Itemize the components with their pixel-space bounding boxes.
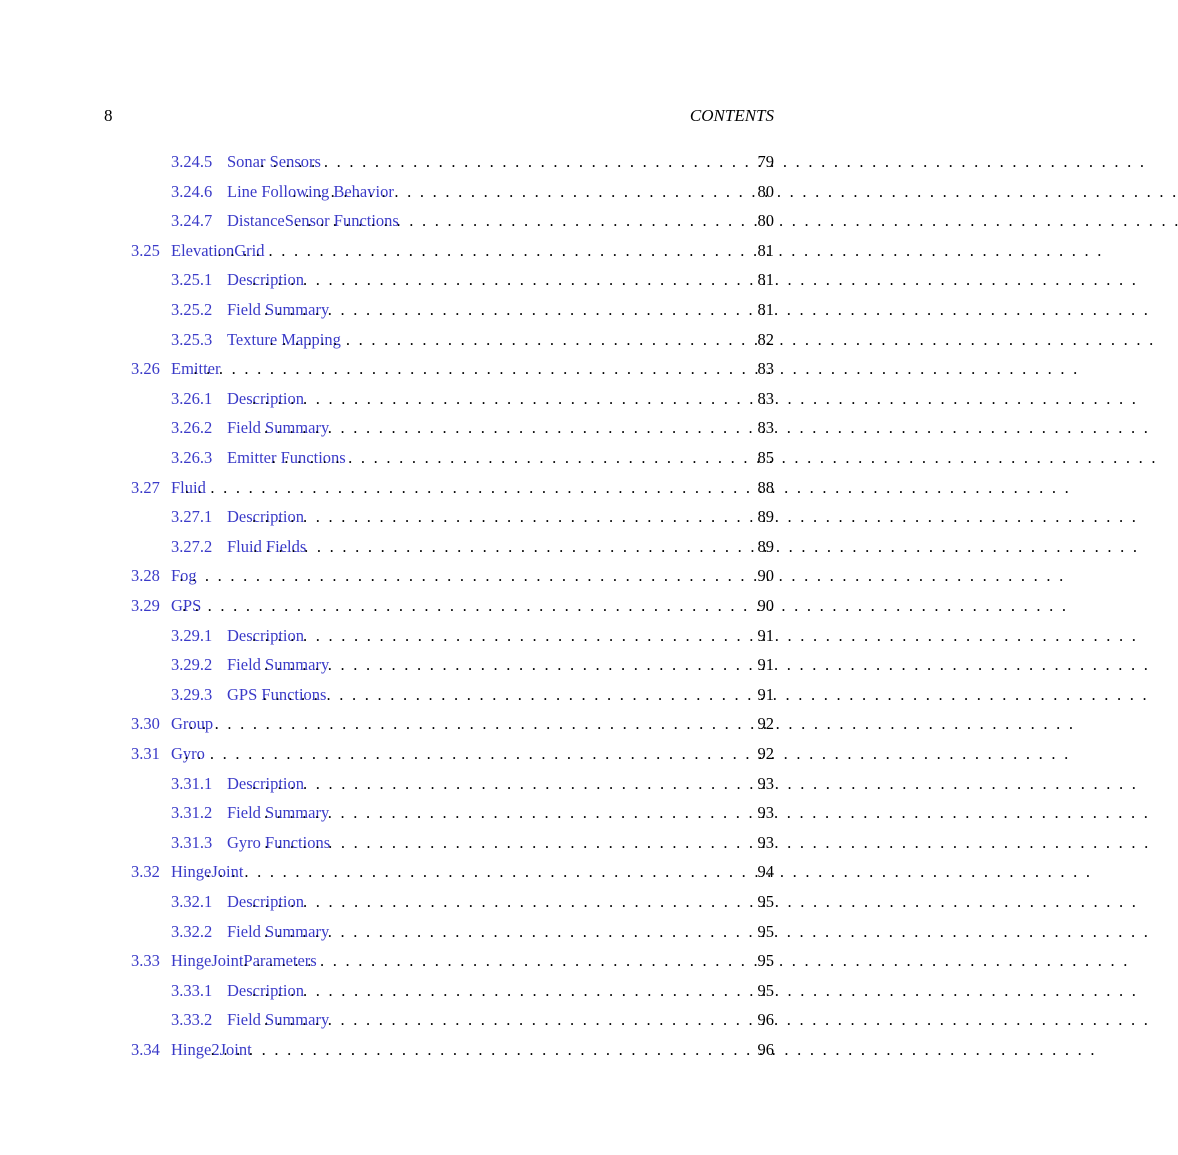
toc-entry-page: 91 (757, 684, 774, 704)
toc-subsection-entry (171, 801, 774, 825)
toc-subsection-entry (171, 180, 774, 204)
toc-subsection-entry (171, 535, 774, 559)
toc-entry-title: Gyro (171, 744, 205, 763)
toc-entry-title: Fluid Fields (227, 536, 307, 556)
page-number: 8 (104, 106, 113, 125)
toc-section-entry (131, 239, 774, 263)
toc-entry-link[interactable] (131, 1038, 252, 1062)
toc-entry-link[interactable] (131, 860, 244, 884)
toc-entry-title: GPS (171, 596, 202, 615)
toc-entry-line (131, 712, 774, 736)
toc-entry-page: 85 (757, 448, 774, 467)
toc-entry-title: Emitter (171, 359, 221, 379)
toc-entry-number: 3.29.3 (171, 684, 213, 704)
toc-entry-page: 90 (757, 596, 774, 615)
toc-entry-page: 90 (757, 566, 774, 586)
toc-subsection-entry (171, 1008, 774, 1032)
dot-leader (246, 890, 754, 914)
toc-entry-link[interactable] (171, 180, 394, 204)
toc-entry-number: 3.32 (131, 862, 160, 882)
toc-entry-number: 3.29 (131, 596, 160, 615)
dot-leader (286, 180, 754, 204)
toc-entry-number: 3.24.6 (171, 181, 213, 201)
dot-leader (258, 653, 754, 677)
toc-subsection-entry (171, 298, 774, 322)
toc-entry-link[interactable] (171, 831, 331, 855)
dot-leader (288, 209, 754, 233)
toc-entry-page: 83 (757, 359, 774, 379)
toc-entry-page: 93 (757, 773, 774, 793)
toc-entry-page: 95 (757, 951, 774, 971)
toc-subsection-entry (171, 890, 774, 914)
dot-leader (246, 505, 754, 529)
toc-entry-title: Fluid (171, 477, 206, 497)
dot-leader (178, 742, 754, 766)
dot-leader (246, 387, 754, 411)
running-head: CONTENTS (689, 106, 774, 125)
toc-entry-number: 3.25.2 (171, 300, 213, 319)
toc-subsection-entry (171, 624, 774, 648)
toc-entry-number: 3.29.1 (171, 625, 213, 645)
toc-entry-line (171, 979, 774, 1003)
toc-entry-number: 3.27.1 (171, 507, 213, 527)
toc-entry-line (171, 416, 774, 440)
toc-entry-line (131, 239, 774, 263)
toc-entry-title: Field Summary (227, 803, 330, 823)
toc-entry-link[interactable] (131, 476, 206, 500)
toc-entry-page: 94 (757, 862, 774, 882)
dot-leader (257, 683, 754, 707)
toc-subsection-entry (171, 979, 774, 1003)
toc-entry-title: Hinge2Joint (171, 1040, 252, 1059)
toc-entry-page: 93 (757, 803, 774, 823)
toc-entry-title: Gyro Functions (227, 832, 331, 852)
toc-section-entry (131, 1038, 774, 1062)
toc-entry-number: 3.33.2 (171, 1010, 213, 1030)
toc-entry-title: HingeJointParameters (171, 951, 317, 971)
toc-entry-number: 3.29.2 (171, 655, 213, 675)
toc-entry-line (171, 831, 774, 855)
toc-entry-line (131, 1038, 774, 1062)
toc-entry-line (171, 890, 774, 914)
toc-subsection-entry (171, 831, 774, 855)
toc-entry-title: Line Following Behavior (227, 181, 394, 201)
toc-entry-line (131, 742, 774, 766)
toc-entry-line (131, 860, 774, 884)
dot-leader (173, 564, 754, 588)
toc-subsection-entry (171, 416, 774, 440)
toc-entry-link[interactable] (171, 328, 341, 352)
toc-entry-link[interactable] (131, 239, 265, 263)
toc-entry-page: 82 (757, 329, 774, 349)
toc-entry-number: 3.33.1 (171, 980, 213, 1000)
toc-entry-title: Field Summary (227, 921, 330, 941)
dot-leader (258, 920, 754, 944)
toc-entry-title: Field Summary (227, 1010, 330, 1030)
toc-entry-page: 88 (757, 477, 774, 497)
toc-subsection-entry (171, 209, 774, 233)
dot-leader (258, 1008, 754, 1032)
toc-entry-line (171, 624, 774, 648)
toc-entry-line (171, 328, 774, 352)
toc-entry-number: 3.26.1 (171, 388, 213, 408)
toc-entry-number: 3.31 (131, 744, 160, 763)
toc-section-entry (131, 564, 774, 588)
dot-leader (266, 446, 754, 470)
toc-entry-number: 3.33 (131, 951, 160, 971)
toc-subsection-entry (171, 328, 774, 352)
dot-leader (258, 831, 754, 855)
toc-section-entry (131, 357, 774, 381)
toc-entry-page: 92 (757, 714, 774, 734)
toc-entry-page: 93 (757, 832, 774, 852)
toc-entry-link[interactable] (171, 416, 330, 440)
toc-entry-title: Description (227, 388, 304, 408)
toc-entry-number: 3.24.5 (171, 152, 213, 171)
toc-entry-link[interactable] (171, 268, 304, 292)
toc-entry-title: DistanceSensor Functions (227, 211, 399, 231)
toc-entry-line (171, 505, 774, 529)
dot-leader (254, 150, 754, 174)
toc-entry-page: 91 (757, 655, 774, 675)
toc-entry-link[interactable] (171, 298, 330, 322)
dot-leader (258, 298, 754, 322)
toc-subsection-entry (171, 920, 774, 944)
toc-entry-line (171, 535, 774, 559)
toc-section-entry (131, 712, 774, 736)
toc-subsection-entry (171, 683, 774, 707)
toc-subsection-entry (171, 150, 774, 174)
toc-entry-link[interactable] (171, 505, 304, 529)
dot-leader (176, 594, 754, 618)
dot-leader (246, 979, 754, 1003)
toc-entry-line (131, 357, 774, 381)
toc-entry-number: 3.27.2 (171, 536, 213, 556)
toc-subsection-entry (171, 387, 774, 411)
toc-entry-line (171, 446, 774, 470)
toc-entry-page: 96 (757, 1010, 774, 1030)
toc-entry-number: 3.34 (131, 1040, 160, 1059)
toc-entry-link[interactable] (171, 535, 307, 559)
toc-entry-number: 3.24.7 (171, 211, 213, 231)
toc-entry-title: Description (227, 625, 304, 645)
toc-entry-line (171, 801, 774, 825)
toc-entry-line (171, 920, 774, 944)
toc-entry-number: 3.31.1 (171, 773, 213, 793)
toc-entry-line (171, 1008, 774, 1032)
toc-subsection-entry (171, 268, 774, 292)
toc-entry-number: 3.32.2 (171, 921, 213, 941)
toc-entry-page: 95 (757, 892, 774, 911)
toc-entry-number: 3.32.1 (171, 892, 213, 911)
toc-entry-link[interactable] (171, 890, 304, 914)
toc-entry-number: 3.25.1 (171, 270, 213, 290)
toc-entry-link[interactable] (131, 357, 221, 381)
toc-entry-page: 92 (757, 744, 774, 763)
toc-entry-number: 3.28 (131, 566, 160, 586)
toc-entry-title: Sonar Sensors (227, 152, 321, 171)
toc-entry-link[interactable] (171, 1008, 330, 1032)
dot-leader (183, 712, 754, 736)
toc-entry-title: HingeJoint (171, 862, 244, 882)
dot-leader (246, 268, 754, 292)
toc-entry-line (171, 298, 774, 322)
toc-entry-link[interactable] (171, 653, 330, 677)
toc-entry-number: 3.31.3 (171, 832, 213, 852)
toc-entry-line (131, 564, 774, 588)
toc-entry-number: 3.30 (131, 714, 160, 734)
toc-entry-line (171, 180, 774, 204)
toc-entry-page: 89 (757, 536, 774, 556)
toc-section-entry (131, 594, 774, 618)
toc-entry-page: 81 (757, 300, 774, 319)
toc-entry-link[interactable] (171, 446, 346, 470)
toc-section-entry (131, 860, 774, 884)
toc-section-entry (131, 949, 774, 973)
toc-entry-page: 81 (757, 240, 774, 260)
dot-leader (258, 801, 754, 825)
toc-entry-link[interactable] (131, 712, 214, 736)
toc-entry-link[interactable] (171, 209, 399, 233)
toc-entry-title: Texture Mapping (227, 329, 341, 349)
toc-entry-number: 3.26.2 (171, 418, 213, 438)
toc-entry-page: 96 (757, 1040, 774, 1059)
toc-section-entry (131, 476, 774, 500)
dot-leader (258, 416, 754, 440)
toc-entry-number: 3.26 (131, 359, 160, 379)
toc-entry-line (131, 476, 774, 500)
toc-entry-link[interactable] (131, 594, 202, 618)
toc-entry-page: 89 (757, 507, 774, 527)
toc-entry-number: 3.27 (131, 477, 160, 497)
toc-entry-page: 95 (757, 980, 774, 1000)
toc-entry-link[interactable] (131, 742, 205, 766)
toc-entry-line (171, 653, 774, 677)
dot-leader (246, 772, 754, 796)
toc-subsection-entry (171, 446, 774, 470)
toc-entry-line (171, 268, 774, 292)
dot-leader (247, 535, 754, 559)
toc-entry-link[interactable] (131, 949, 317, 973)
dot-leader (246, 624, 754, 648)
toc-entry-title: ElevationGrid (171, 240, 265, 260)
toc-entry-link[interactable] (171, 683, 327, 707)
toc-entry-page: 91 (757, 625, 774, 645)
toc-entry-title: Description (227, 773, 304, 793)
toc-entry-number: 3.31.2 (171, 803, 213, 823)
toc-entry-link[interactable] (171, 150, 321, 174)
dot-leader (263, 328, 754, 352)
toc-entry-page: 80 (757, 211, 774, 231)
toc-entry-title: Fog (171, 566, 197, 586)
toc-entry-title: GPS Functions (227, 684, 327, 704)
toc-entry-title: Description (227, 980, 304, 1000)
toc-entry-title: Description (227, 892, 304, 911)
toc-entry-line (171, 209, 774, 233)
toc-entry-title: Field Summary (227, 418, 330, 438)
toc-entry-link[interactable] (171, 772, 304, 796)
toc-entry-link[interactable] (171, 920, 330, 944)
toc-entry-page: 80 (757, 181, 774, 201)
toc-entry-page: 81 (757, 270, 774, 290)
toc-entry-link[interactable] (171, 979, 304, 1003)
dot-leader (187, 357, 754, 381)
toc-entry-page: 95 (757, 921, 774, 941)
toc-entry-link[interactable] (171, 801, 330, 825)
toc-entry-link[interactable] (171, 624, 304, 648)
dot-leader (237, 949, 754, 973)
toc-entry-line (131, 594, 774, 618)
toc-entry-title: Group (171, 714, 214, 734)
toc-entry-line (171, 150, 774, 174)
dot-leader (179, 476, 754, 500)
toc-subsection-entry (171, 772, 774, 796)
toc-entry-page: 83 (757, 418, 774, 438)
toc-subsection-entry (171, 505, 774, 529)
dot-leader (205, 1038, 754, 1062)
toc-entry-number: 3.25.3 (171, 329, 213, 349)
dot-leader (200, 860, 754, 884)
toc-entry-line (171, 683, 774, 707)
toc-entry-title: Description (227, 507, 304, 527)
toc-entry-link[interactable] (171, 387, 304, 411)
toc-subsection-entry (171, 653, 774, 677)
toc-entry-line (131, 949, 774, 973)
toc-entry-title: Field Summary (227, 655, 330, 675)
toc-entry-title: Emitter Functions (227, 448, 346, 467)
toc-entry-link[interactable] (131, 564, 197, 588)
toc-entry-title: Description (227, 270, 304, 290)
dot-leader (211, 239, 754, 263)
toc-entry-line (171, 772, 774, 796)
toc-entry-number: 3.25 (131, 240, 160, 260)
toc-entry-page: 83 (757, 388, 774, 408)
toc-entry-number: 3.26.3 (171, 448, 213, 467)
toc-entry-title: Field Summary (227, 300, 330, 319)
toc-entry-line (171, 387, 774, 411)
toc-entry-page: 79 (757, 152, 774, 171)
toc-section-entry (131, 742, 774, 766)
